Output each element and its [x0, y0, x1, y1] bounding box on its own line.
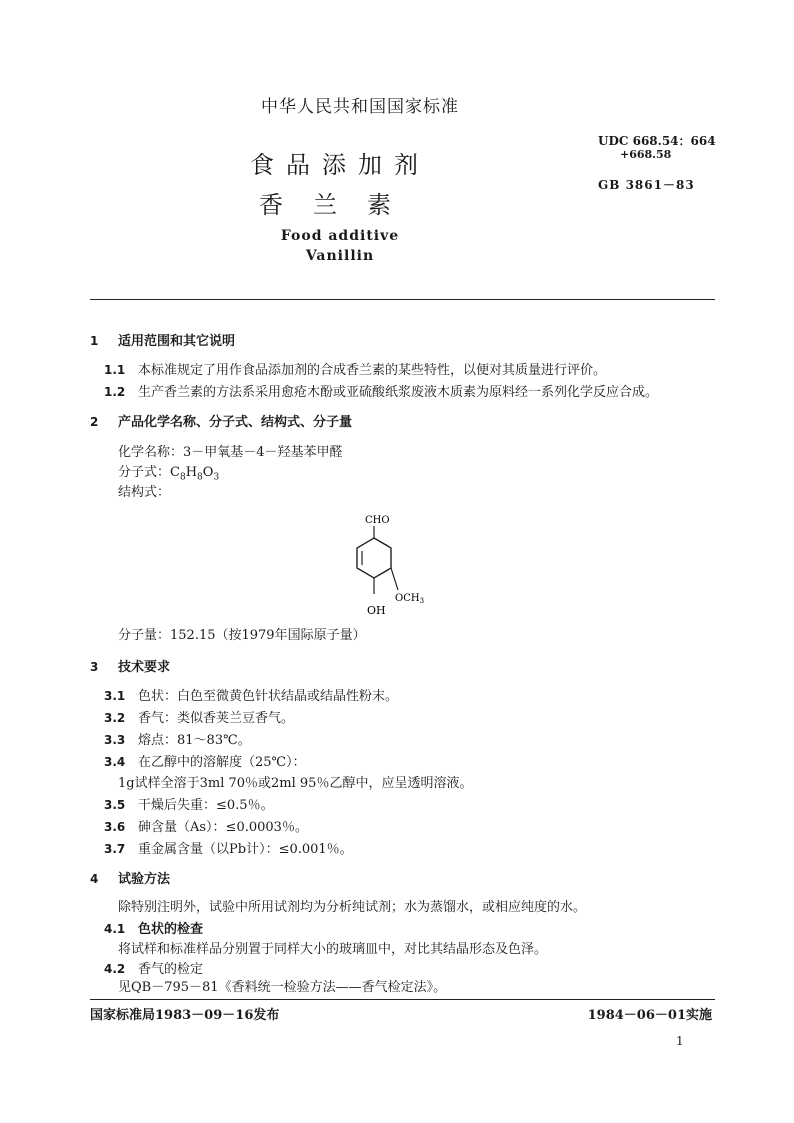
clause-3-6: [104, 816, 308, 835]
section-number: 3: [90, 660, 99, 674]
clause-4-2-heading: [104, 958, 203, 977]
clause-4-1-text: 将试样和标准样品分别置于同样大小的玻璃皿中，对比其结晶形态及色泽。: [118, 942, 548, 957]
section-number: 1: [90, 334, 99, 348]
formula-o-count: 3: [213, 472, 220, 483]
udc-line1: UDC 668.54：664: [598, 134, 716, 148]
issue-date: 国家标准局1983－09－16发布: [90, 1008, 280, 1023]
section-4-intro: 除特别注明外，试验中所用试剂均为分析纯试剂；水为蒸馏水，或相应纯度的水。: [118, 900, 587, 915]
english-title-line1: Food additive: [280, 228, 400, 244]
clause-number: 3.1: [104, 689, 126, 703]
clause-3-7: [104, 838, 353, 857]
section-2-heading: [90, 411, 352, 430]
clause-number: 3.4: [104, 755, 126, 769]
clause-4-1-heading: [104, 918, 203, 937]
udc-code: [598, 134, 716, 162]
clause-3-2: [104, 707, 294, 726]
clause-1-2: [104, 381, 658, 400]
section-title: 技术要求: [118, 660, 171, 675]
clause-title: 香气的检定: [138, 962, 204, 977]
chemical-name: 化学名称：3－甲氧基－4－羟基苯甲醛: [118, 445, 343, 460]
section-3-heading: [90, 656, 170, 675]
udc-line2: +668.58: [620, 148, 672, 161]
section-1-heading: [90, 330, 235, 349]
clause-number: 1.1: [104, 363, 126, 377]
clause-number: 1.2: [104, 385, 126, 399]
clause-4-2-text: 见QB－795－81《香料统一检验方法——香气检定法》。: [118, 980, 447, 995]
english-title: [0, 226, 680, 266]
formula-h-count: 8: [197, 472, 203, 483]
vanillin-structure-diagram: [340, 510, 460, 620]
gb-code: GB 3861－83: [598, 178, 695, 192]
section-4-heading: [90, 868, 170, 887]
clause-text: 在乙醇中的溶解度（25℃）：: [138, 755, 306, 770]
clause-3-5: [104, 794, 274, 813]
header-divider: [90, 299, 715, 300]
clause-text: 本标准规定了用作食品添加剂的合成香兰素的某些特性，以便对其质量进行评价。: [138, 363, 607, 378]
molecular-formula: [118, 461, 219, 483]
document-subtitle: 香兰素: [259, 191, 421, 219]
clause-number: 3.6: [104, 820, 126, 834]
clause-3-4-detail: 1g试样全溶于3ml 70％或2ml 95％乙醇中，应呈透明溶液。: [118, 776, 473, 791]
molecular-weight: 分子量：152.15（按1979年国际原子量）: [118, 628, 366, 643]
clause-number: 3.5: [104, 798, 126, 812]
section-title: 试验方法: [118, 872, 171, 887]
section-title: 产品化学名称、分子式、结构式、分子量: [118, 415, 353, 430]
clause-text: 香气：类似香荚兰豆香气。: [138, 711, 295, 726]
ring-double-bond: [379, 541, 388, 546]
clause-number: 3.3: [104, 733, 126, 747]
formula-label: 分子式：: [118, 465, 171, 480]
effective-date: 1984－06－01实施: [587, 1008, 712, 1023]
standard-label: 中华人民共和国国家标准: [261, 97, 459, 117]
clause-text: 生产香兰素的方法系采用愈疮木酚或亚硫酸纸浆废液木质素为原料经一系列化学反应合成。: [138, 385, 659, 400]
clause-number: 3.2: [104, 711, 126, 725]
clause-3-1: [104, 685, 398, 704]
clause-text: 干燥后失重：≤0.5％。: [138, 798, 274, 813]
ring-double-bond: [379, 570, 388, 575]
section-number: 4: [90, 872, 99, 886]
document-title: 食品添加剂: [250, 151, 430, 179]
footer-divider: [90, 999, 715, 1000]
cho-group-label: CHO: [365, 515, 390, 526]
section-number: 2: [90, 415, 99, 429]
clause-number: 4.1: [104, 922, 126, 936]
clause-text: 砷含量（As）：≤0.0003％。: [138, 820, 308, 835]
clause-number: 3.7: [104, 842, 126, 856]
clause-text: 重金属含量（以Pb计）：≤0.001％。: [138, 842, 353, 857]
page-number: 1: [676, 1034, 684, 1048]
formula-c-count: 8: [179, 472, 186, 483]
formula-h: H: [185, 465, 198, 480]
clause-text: 色状：白色至微黄色针状结晶或结晶性粉末。: [138, 689, 399, 704]
och3-bond: [391, 568, 398, 590]
structure-label: 结构式：: [118, 485, 171, 500]
clause-title: 色状的检查: [138, 922, 204, 937]
clause-1-1: [104, 359, 606, 378]
formula-o: O: [202, 465, 214, 480]
section-title: 适用范围和其它说明: [118, 334, 236, 349]
clause-text: 熔点：81～83℃。: [138, 733, 251, 748]
clause-number: 4.2: [104, 962, 126, 976]
english-title-line2: Vanillin: [305, 248, 375, 264]
och3-group-label: $OCH_3$: [395, 593, 425, 605]
oh-group-label: OH: [367, 604, 386, 617]
clause-3-4: [104, 751, 306, 770]
formula-c: C: [170, 465, 180, 480]
clause-3-3: [104, 729, 251, 748]
